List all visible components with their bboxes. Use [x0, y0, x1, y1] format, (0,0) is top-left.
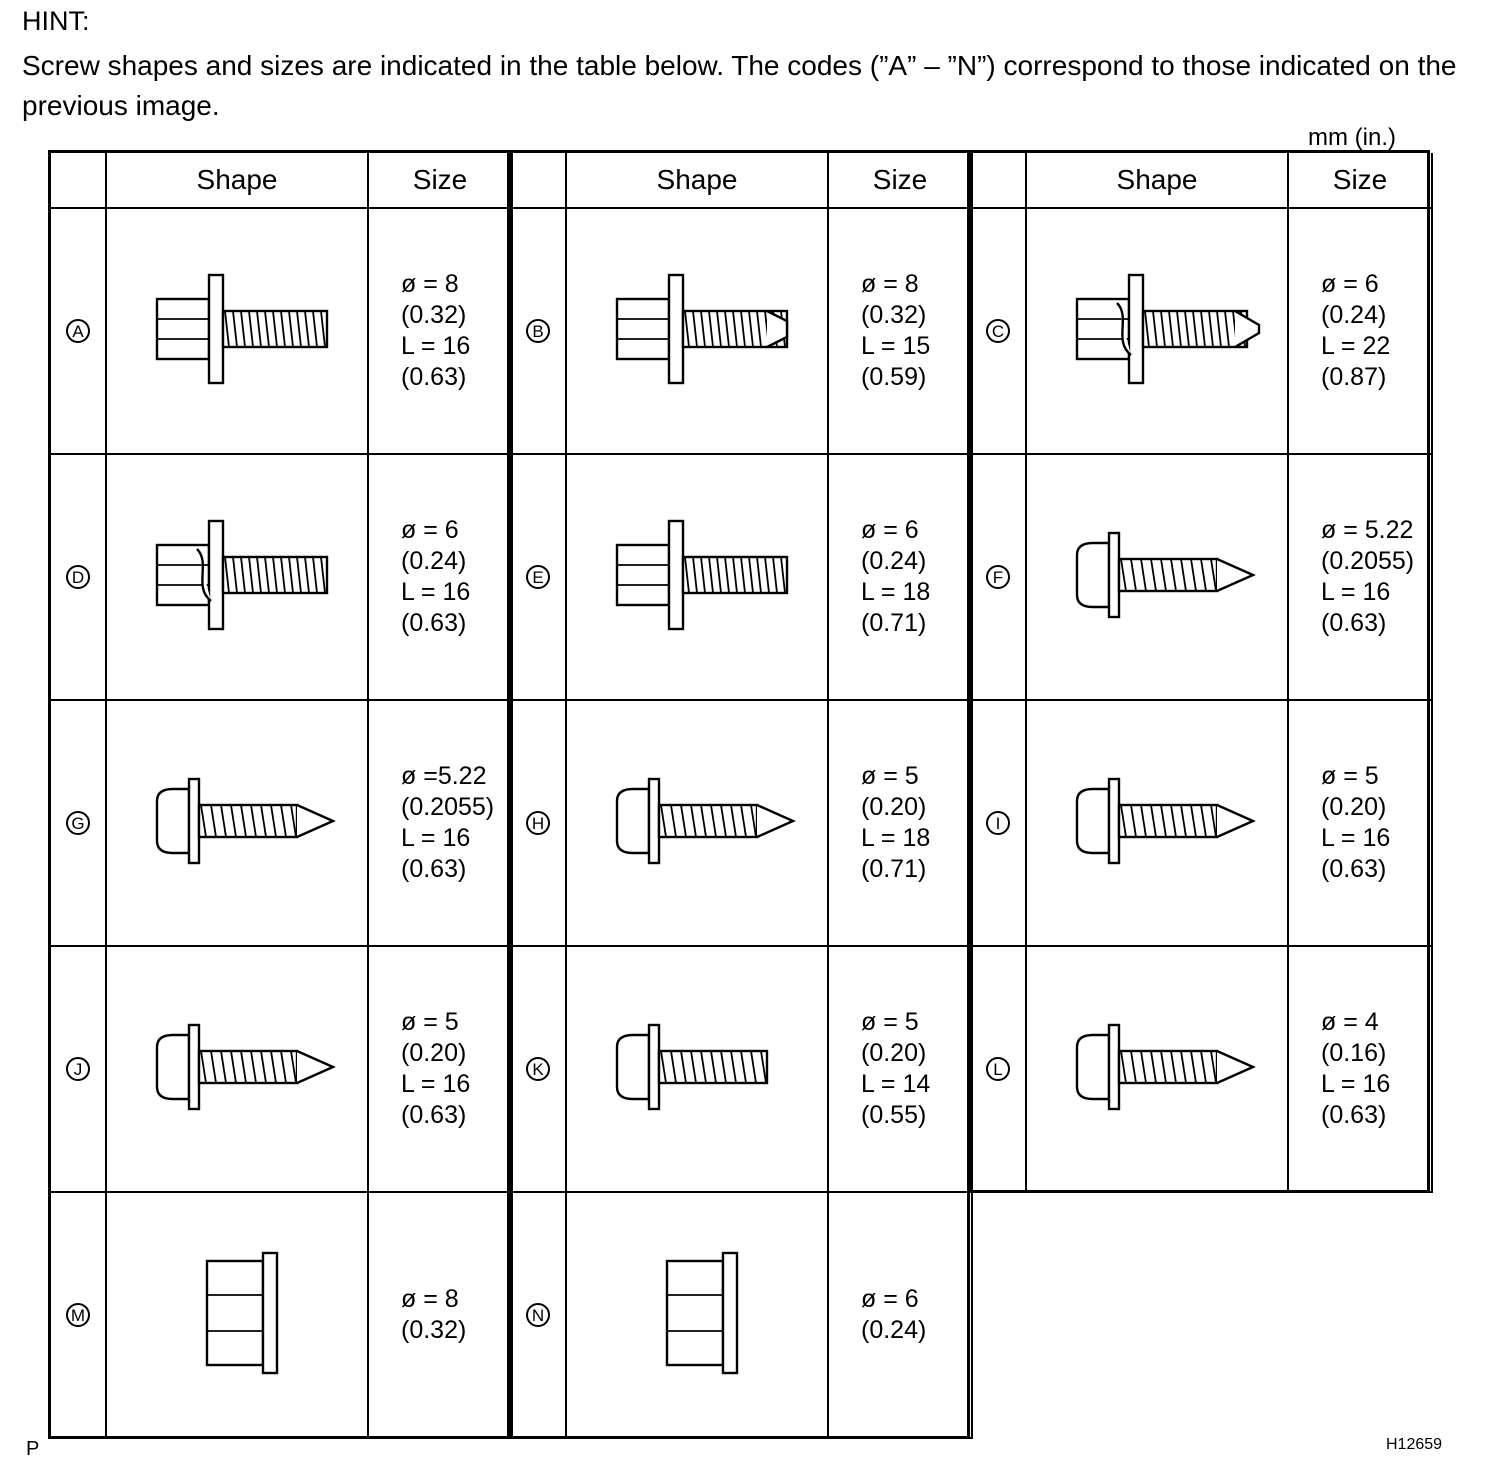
screw-shape	[567, 701, 829, 947]
size-line: L = 15	[861, 332, 931, 360]
screw-shape	[1027, 947, 1289, 1193]
flange-hex-nut-icon-drawing	[587, 1243, 807, 1383]
size-line: ø = 6	[1321, 270, 1379, 298]
flange-hex-bolt-slotted-tip-icon	[587, 259, 807, 404]
size-line: (0.59)	[861, 363, 927, 391]
screw-shape	[567, 209, 829, 455]
flange-hex-bolt-icon	[127, 259, 347, 404]
screw-size	[369, 701, 513, 947]
size-line: (0.32)	[861, 301, 927, 329]
size-line: (0.32)	[401, 301, 467, 329]
screw-code	[51, 455, 107, 701]
screw-code-badge: E	[526, 565, 550, 589]
screw-code	[51, 209, 107, 455]
screw-code	[51, 947, 107, 1193]
size-line: ø = 4	[1321, 1008, 1379, 1036]
screw-size	[369, 455, 513, 701]
screw-code	[511, 1193, 567, 1439]
size-line: ø = 5	[1321, 762, 1379, 790]
screw-code	[51, 701, 107, 947]
size-line: (0.20)	[401, 1039, 467, 1067]
pan-head-tapping-screw-icon	[1047, 505, 1267, 650]
hex-bolt-washer-icon	[587, 505, 807, 650]
screw-code-badge: M	[66, 1303, 90, 1327]
screw-code-badge: I	[986, 811, 1010, 835]
header-size: Size	[829, 153, 973, 209]
size-line: (0.24)	[861, 1316, 927, 1344]
screw-shape	[567, 947, 829, 1193]
header-shape: Shape	[567, 153, 829, 209]
size-line: L = 16	[1321, 578, 1391, 606]
screw-shape	[1027, 209, 1289, 455]
screw-code-badge: N	[526, 1303, 550, 1327]
flange-hex-nut-icon	[587, 1243, 807, 1388]
pan-head-tapping-screw-icon	[587, 751, 807, 896]
screw-size	[1289, 455, 1433, 701]
size-line: (0.71)	[861, 855, 927, 883]
screw-code	[971, 209, 1027, 455]
size-line: (0.20)	[1321, 793, 1387, 821]
size-line: (0.16)	[1321, 1039, 1387, 1067]
size-line: (0.87)	[1321, 363, 1387, 391]
screw-size	[829, 947, 973, 1193]
screw-shape	[107, 455, 369, 701]
hex-bolt-spring-washer-tapping-icon	[1047, 259, 1267, 404]
table-column-group	[508, 150, 970, 1439]
screw-code-badge: H	[526, 811, 550, 835]
screw-code-badge: A	[66, 319, 90, 343]
size-line: L = 16	[1321, 824, 1391, 852]
size-line: L = 16	[401, 1070, 471, 1098]
screw-size	[1289, 701, 1433, 947]
screw-size	[829, 701, 973, 947]
pan-head-tapping-screw-icon-drawing	[1047, 505, 1267, 645]
header-shape: Shape	[1027, 153, 1289, 209]
hex-bolt-spring-washer-icon	[127, 505, 347, 650]
size-line: L = 16	[401, 824, 471, 852]
size-line: (0.32)	[401, 1316, 467, 1344]
size-line: (0.63)	[1321, 609, 1387, 637]
size-line: L = 16	[401, 332, 471, 360]
size-line: ø = 6	[861, 1285, 919, 1313]
size-line: L = 18	[861, 824, 931, 852]
size-line: (0.24)	[401, 547, 467, 575]
header-code	[511, 153, 567, 209]
size-line: (0.71)	[861, 609, 927, 637]
flange-hex-bolt-slotted-tip-icon-drawing	[587, 259, 807, 399]
pan-head-blunt-screw-icon	[587, 997, 807, 1142]
screw-shape	[567, 455, 829, 701]
size-line: (0.63)	[401, 363, 467, 391]
size-line: ø = 5	[861, 762, 919, 790]
header-size: Size	[1289, 153, 1433, 209]
screw-code-badge: K	[526, 1057, 550, 1081]
screw-size	[829, 455, 973, 701]
screw-code	[511, 701, 567, 947]
screw-shape	[107, 209, 369, 455]
flange-hex-nut-icon	[127, 1243, 347, 1388]
pan-head-blunt-screw-icon-drawing	[587, 997, 807, 1137]
screw-code-badge: L	[986, 1057, 1010, 1081]
size-line: ø = 5	[861, 1008, 919, 1036]
header-code	[51, 153, 107, 209]
size-line: (0.55)	[861, 1101, 927, 1129]
size-line: (0.20)	[861, 1039, 927, 1067]
screw-shape	[107, 1193, 369, 1439]
header-shape: Shape	[107, 153, 369, 209]
pan-head-tapping-screw-icon-drawing	[127, 751, 347, 891]
size-line: (0.63)	[401, 1101, 467, 1129]
size-line: (0.24)	[1321, 301, 1387, 329]
size-line: L = 16	[1321, 1070, 1391, 1098]
size-line: ø = 6	[861, 516, 919, 544]
size-line: ø = 8	[861, 270, 919, 298]
screw-size	[1289, 209, 1433, 455]
table-column-group	[968, 150, 1430, 1193]
size-line: ø = 8	[401, 1285, 459, 1313]
size-line: (0.63)	[401, 609, 467, 637]
screw-shape	[567, 1193, 829, 1439]
footer-left-mark: P	[26, 1438, 40, 1460]
pan-head-fine-tapping-screw-icon-drawing	[1047, 997, 1267, 1137]
size-line: (0.63)	[401, 855, 467, 883]
hex-bolt-spring-washer-icon-drawing	[127, 505, 347, 645]
screw-shape	[1027, 455, 1289, 701]
figure-id: H12659	[1386, 1436, 1443, 1453]
size-line: ø =5.22	[401, 762, 487, 790]
screw-shape	[1027, 701, 1289, 947]
screw-size	[829, 209, 973, 455]
screw-code	[971, 947, 1027, 1193]
units-label: mm (in.)	[1308, 124, 1396, 151]
size-line: (0.2055)	[401, 793, 495, 821]
header-size: Size	[369, 153, 513, 209]
screw-code	[971, 455, 1027, 701]
screw-code	[51, 1193, 107, 1439]
flange-hex-bolt-icon-drawing	[127, 259, 347, 399]
pan-head-tapping-screw-icon	[127, 997, 347, 1142]
screw-code-badge: G	[66, 811, 90, 835]
pan-head-tapping-screw-icon	[1047, 751, 1267, 896]
screw-size	[829, 1193, 973, 1439]
screw-size	[369, 209, 513, 455]
size-line: L = 16	[401, 578, 471, 606]
screw-code	[971, 701, 1027, 947]
size-line: (0.20)	[861, 793, 927, 821]
screw-size	[369, 1193, 513, 1439]
screw-shape	[107, 701, 369, 947]
hint-title: HINT:	[22, 6, 90, 36]
size-line: L = 14	[861, 1070, 931, 1098]
size-line: ø = 6	[401, 516, 459, 544]
screw-size	[369, 947, 513, 1193]
screw-code	[511, 947, 567, 1193]
screw-code-badge: B	[526, 319, 550, 343]
screw-code-badge: F	[986, 565, 1010, 589]
screw-shape	[107, 947, 369, 1193]
pan-head-fine-tapping-screw-icon	[1047, 997, 1267, 1142]
size-line: L = 22	[1321, 332, 1391, 360]
hint-text: Screw shapes and sizes are indicated in the table below. The codes (”A” – ”N”) correspond to those indicated on the previous image.	[22, 50, 1457, 121]
screw-code	[511, 455, 567, 701]
pan-head-tapping-screw-icon	[127, 751, 347, 896]
size-line: ø = 8	[401, 270, 459, 298]
flange-hex-nut-icon-drawing	[127, 1243, 347, 1383]
size-line: (0.24)	[861, 547, 927, 575]
screw-code-badge: C	[986, 319, 1010, 343]
header-code	[971, 153, 1027, 209]
hex-bolt-washer-icon-drawing	[587, 505, 807, 645]
screw-code-badge: D	[66, 565, 90, 589]
size-line: L = 18	[861, 578, 931, 606]
size-line: (0.63)	[1321, 855, 1387, 883]
size-line: ø = 5.22	[1321, 516, 1414, 544]
table-column-group	[48, 150, 510, 1439]
size-line: ø = 5	[401, 1008, 459, 1036]
hex-bolt-spring-washer-tapping-icon-drawing	[1047, 259, 1267, 399]
pan-head-tapping-screw-icon-drawing	[1047, 751, 1267, 891]
pan-head-tapping-screw-icon-drawing	[127, 997, 347, 1137]
screw-code-badge: J	[66, 1057, 90, 1081]
size-line: (0.2055)	[1321, 547, 1415, 575]
screw-code	[511, 209, 567, 455]
size-line: (0.63)	[1321, 1101, 1387, 1129]
pan-head-tapping-screw-icon-drawing	[587, 751, 807, 891]
screw-size	[1289, 947, 1433, 1193]
